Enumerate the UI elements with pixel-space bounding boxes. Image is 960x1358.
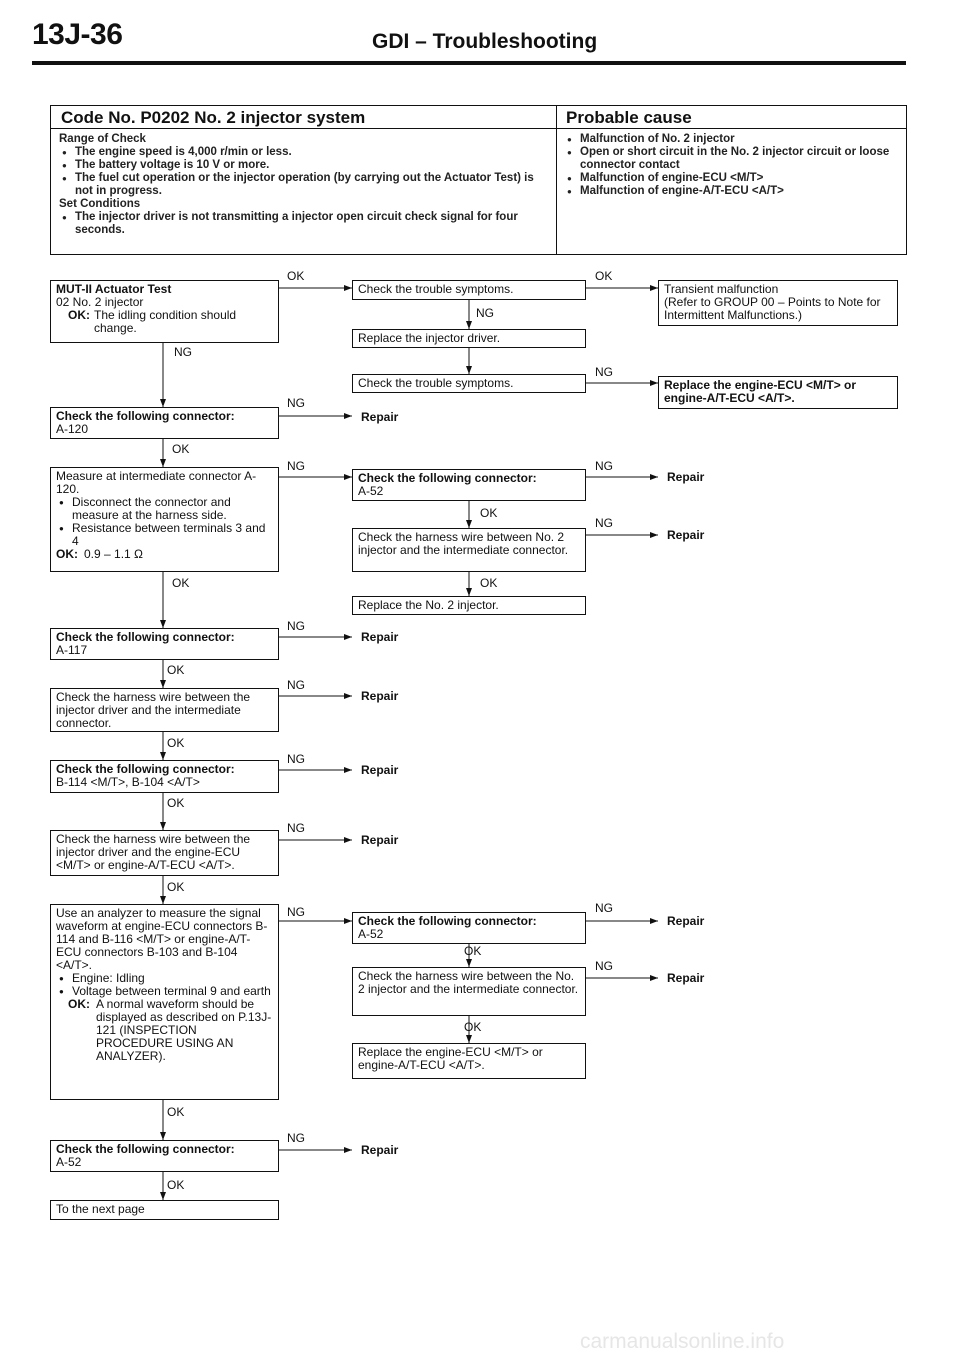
mut-ok-label: OK: bbox=[68, 308, 90, 322]
connector-check-title: Check the following connector: bbox=[56, 762, 235, 776]
code-title: Code No. P0202 No. 2 injector system bbox=[61, 108, 366, 127]
repair-label: Repair bbox=[361, 630, 399, 644]
transient-malfunction-box bbox=[658, 280, 898, 326]
ng-label: NG bbox=[287, 678, 305, 692]
analyzer-list bbox=[56, 972, 273, 998]
harness-injector-intermediate-2-box bbox=[352, 967, 586, 1016]
ng-label: NG bbox=[287, 821, 305, 835]
ng-label: NG bbox=[287, 396, 305, 410]
ok-label: OK bbox=[167, 796, 185, 810]
ok-label: OK bbox=[167, 1105, 185, 1119]
repair-label: Repair bbox=[667, 914, 705, 928]
connector-check-title: Check the following connector: bbox=[56, 630, 235, 644]
repair-label: Repair bbox=[361, 833, 399, 847]
ng-label: NG bbox=[595, 516, 613, 530]
ok-label: OK bbox=[167, 880, 185, 894]
ng-label: NG bbox=[595, 459, 613, 473]
replace-ecu-bottom-box bbox=[352, 1043, 586, 1079]
ng-label: NG bbox=[287, 459, 305, 473]
ok-label: OK bbox=[172, 442, 190, 456]
connector-id: A-52 bbox=[358, 484, 384, 498]
replace-text: Replace the injector driver. bbox=[358, 331, 501, 345]
connector-id: A-52 bbox=[358, 927, 384, 941]
replace-injector-driver-box bbox=[352, 329, 586, 348]
ok-label: OK bbox=[167, 1178, 185, 1192]
connector-check-title: Check the following connector: bbox=[56, 409, 235, 423]
check-connector-a117-box bbox=[50, 628, 279, 660]
harness-driver-intermediate-box bbox=[50, 688, 279, 732]
replace-text: Replace the No. 2 injector. bbox=[358, 598, 499, 612]
next-page-box bbox=[50, 1200, 279, 1220]
measure-ok-value: 0.9 – 1.1 Ω bbox=[84, 547, 144, 561]
ng-label: NG bbox=[287, 619, 305, 633]
ng-label: NG bbox=[287, 905, 305, 919]
ng-label: NG bbox=[287, 752, 305, 766]
ng-label: NG bbox=[174, 345, 192, 359]
measure-ok-label: OK: bbox=[56, 547, 78, 561]
ok-label: OK bbox=[172, 576, 190, 590]
connector-id: A-120 bbox=[56, 422, 89, 436]
check-connector-a52-2-box bbox=[352, 912, 586, 944]
harness-driver-ecu-box bbox=[50, 830, 279, 876]
check-trouble-symptoms-2-box bbox=[352, 374, 586, 393]
connector-check-title: Check the following connector: bbox=[56, 1142, 235, 1156]
connector-id: A-117 bbox=[56, 643, 88, 657]
analyzer-ok-text: A normal waveform should be displayed as described on P.13J-121 (INSPECTION PROCEDURE USING AN ANALYZER). bbox=[96, 997, 272, 1063]
range-item: ● The engine speed is 4,000 r/min or less. bbox=[59, 146, 549, 159]
cause-item: ● Malfunction of No. 2 injector bbox=[564, 133, 900, 146]
ok-label: OK bbox=[287, 269, 305, 283]
mut-ok-text: The idling condition should change. bbox=[94, 308, 237, 335]
measure-list bbox=[56, 496, 273, 548]
check-connector-a52-box bbox=[352, 469, 586, 501]
ng-label: NG bbox=[595, 959, 613, 973]
ng-label: NG bbox=[476, 306, 494, 320]
analyzer-text: Use an analyzer to measure the signal waveform at engine-ECU connectors B-114 and B-116 <M/T> or engine-A/T-ECU connectors B-103 and B-104 <A/T>. bbox=[56, 906, 268, 972]
measure-ok-row bbox=[56, 548, 273, 561]
transient-title: Transient malfunction bbox=[664, 282, 779, 296]
harness-text: Check the harness wire between the No. 2 injector and the intermediate connector. bbox=[358, 969, 579, 996]
connector-id: A-52 bbox=[56, 1155, 82, 1169]
ng-label: NG bbox=[595, 365, 613, 379]
mut-ok-row bbox=[56, 309, 273, 335]
replace-text: Replace the engine-ECU <M/T> or engine-A/T-ECU <A/T>. bbox=[664, 378, 857, 405]
ok-label: OK bbox=[595, 269, 613, 283]
check-trouble-symptoms-box bbox=[352, 280, 586, 300]
analyzer-item: ● Voltage between terminal 9 and earth bbox=[56, 985, 273, 998]
cause-item: ● Open or short circuit in the No. 2 injector circuit or loose connector contact bbox=[564, 146, 900, 172]
replace-text: Replace the engine-ECU <M/T> or engine-A/T-ECU <A/T>. bbox=[358, 1045, 543, 1072]
page-number: 13J-36 bbox=[32, 18, 123, 51]
repair-label: Repair bbox=[361, 1143, 399, 1157]
watermark: carmanualsonline.info bbox=[580, 1330, 785, 1353]
trouble-text: Check the trouble symptoms. bbox=[358, 376, 514, 390]
analyzer-ok-label: OK: bbox=[68, 997, 90, 1011]
cause-item: ● Malfunction of engine-A/T-ECU <A/T> bbox=[564, 185, 900, 198]
cause-item: ● Malfunction of engine-ECU <M/T> bbox=[564, 172, 900, 185]
ok-label: OK bbox=[167, 663, 185, 677]
mut-actuator-test-box bbox=[50, 280, 279, 343]
analyzer-waveform-box bbox=[50, 904, 279, 1100]
repair-label: Repair bbox=[667, 971, 705, 985]
harness-injector-intermediate-box bbox=[352, 528, 586, 572]
measure-item: ● Disconnect the connector and measure at the harness side. bbox=[56, 496, 273, 522]
transient-ref: (Refer to GROUP 00 – Points to Note for Intermittent Malfunctions.) bbox=[664, 295, 881, 322]
repair-label: Repair bbox=[667, 528, 705, 542]
analyzer-ok-row bbox=[56, 998, 273, 1063]
mut-item: 02 No. 2 injector bbox=[56, 295, 144, 309]
range-item: ● The fuel cut operation or the injector operation (by carrying out the Actuator Test) is not in progress. bbox=[59, 172, 549, 198]
connector-id: B-114 <M/T>, B-104 <A/T> bbox=[56, 775, 200, 789]
set-item: ● The injector driver is not transmitting a injector open circuit check signal for four seconds. bbox=[59, 211, 549, 237]
analyzer-item: ● Engine: Idling bbox=[56, 972, 273, 985]
check-connector-a52-bottom-box bbox=[50, 1140, 279, 1172]
harness-text: Check the harness wire between the injector driver and the engine-ECU <M/T> or engine-A/T-ECU <A/T>. bbox=[56, 832, 251, 872]
ok-label: OK bbox=[167, 736, 185, 750]
ok-label: OK bbox=[480, 506, 498, 520]
range-item: ● The battery voltage is 10 V or more. bbox=[59, 159, 549, 172]
measure-text: Measure at intermediate connector A-120. bbox=[56, 469, 257, 496]
next-page-text: To the next page bbox=[56, 1202, 145, 1216]
ng-label: NG bbox=[287, 1131, 305, 1145]
ok-label: OK bbox=[464, 944, 482, 958]
harness-text: Check the harness wire between the injector driver and the intermediate connector. bbox=[56, 690, 251, 730]
harness-text: Check the harness wire between No. 2 injector and the intermediate connector. bbox=[358, 530, 569, 557]
repair-label: Repair bbox=[361, 410, 399, 424]
repair-label: Repair bbox=[361, 763, 399, 777]
measure-intermediate-box bbox=[50, 467, 279, 572]
set-label: Set Conditions bbox=[59, 198, 141, 210]
ok-label: OK bbox=[464, 1020, 482, 1034]
range-label: Range of Check bbox=[59, 133, 146, 145]
replace-injector-box bbox=[352, 596, 586, 615]
connector-check-title: Check the following connector: bbox=[358, 471, 537, 485]
check-connector-a120-box bbox=[50, 407, 279, 439]
mut-title: MUT-II Actuator Test bbox=[56, 282, 172, 296]
page-title: GDI – Troubleshooting bbox=[372, 30, 598, 53]
ok-label: OK bbox=[480, 576, 498, 590]
check-connector-b114-box bbox=[50, 760, 279, 793]
probable-cause-title: Probable cause bbox=[566, 108, 692, 127]
connector-check-title: Check the following connector: bbox=[358, 914, 537, 928]
ng-label: NG bbox=[595, 901, 613, 915]
repair-label: Repair bbox=[361, 689, 399, 703]
replace-ecu-top-box bbox=[658, 376, 898, 409]
trouble-text: Check the trouble symptoms. bbox=[358, 282, 514, 296]
measure-item: ● Resistance between terminals 3 and 4 bbox=[56, 522, 273, 548]
repair-label: Repair bbox=[667, 470, 705, 484]
